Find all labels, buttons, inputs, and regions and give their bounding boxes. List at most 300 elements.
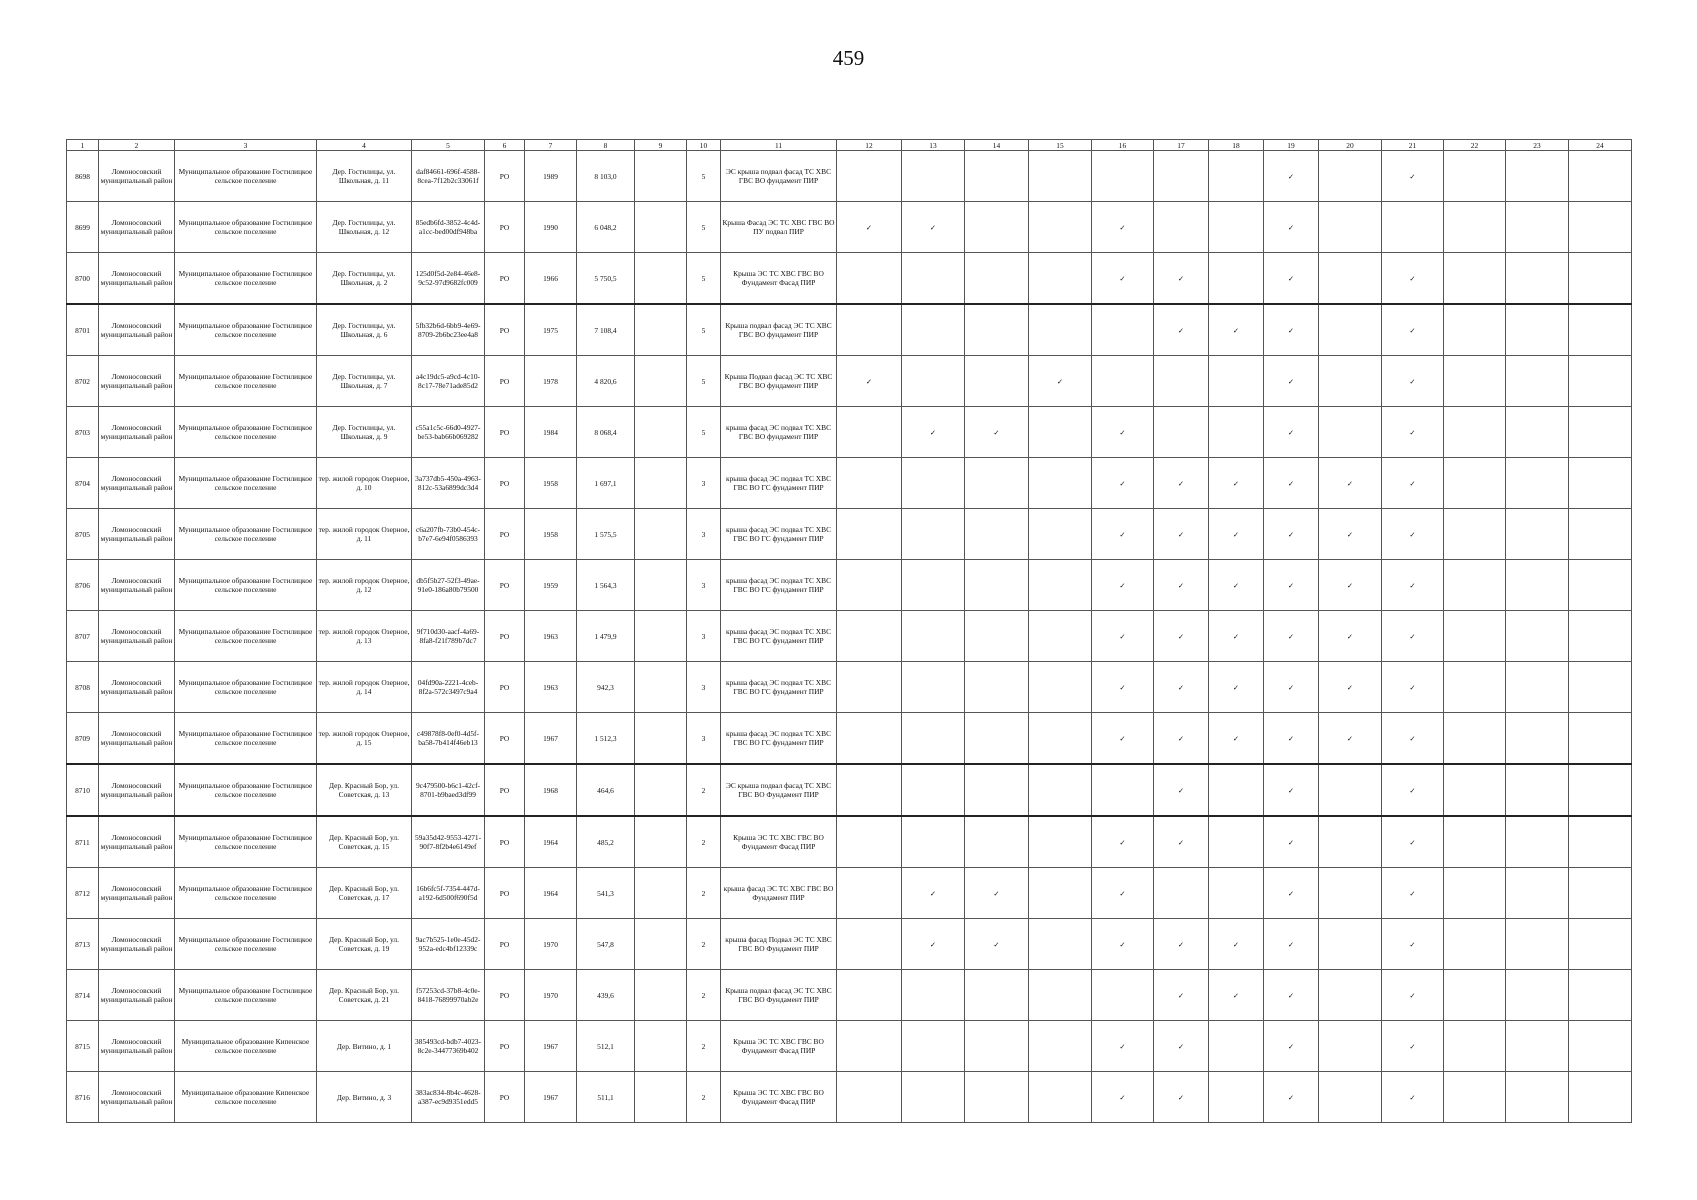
check-mark-icon: ✓ bbox=[1092, 458, 1154, 509]
municipality-cell: Муниципальное образование Гостилицкое сельское поселение bbox=[175, 764, 317, 816]
column-9-cell bbox=[635, 560, 687, 611]
check-mark-icon: ✓ bbox=[1382, 560, 1444, 611]
check-mark-icon: ✓ bbox=[1264, 304, 1319, 356]
check-mark-icon: ✓ bbox=[1092, 816, 1154, 868]
column-9-cell bbox=[635, 407, 687, 458]
column-number: 13 bbox=[902, 140, 965, 151]
empty-cell bbox=[1506, 713, 1569, 765]
check-mark-icon: ✓ bbox=[1092, 560, 1154, 611]
empty-cell bbox=[1506, 356, 1569, 407]
check-mark-icon: ✓ bbox=[837, 202, 902, 253]
floors-cell: 2 bbox=[687, 816, 721, 868]
municipality-cell: Муниципальное образование Кипенское сельское поселение bbox=[175, 1021, 317, 1072]
address-cell: Дер. Витино, д. 1 bbox=[317, 1021, 412, 1072]
type-cell: РО bbox=[485, 713, 525, 765]
empty-cell bbox=[1506, 868, 1569, 919]
empty-cell bbox=[1444, 816, 1506, 868]
works-cell: крыша фасад ЭС ТС ХВС ГВС ВО Фундамент ПИР bbox=[721, 868, 837, 919]
guid-cell: c55a1c5c-66d0-4927-be53-bab66b069282 bbox=[412, 407, 485, 458]
type-cell: РО bbox=[485, 253, 525, 305]
row-number: 8707 bbox=[67, 611, 99, 662]
table-row bbox=[67, 713, 1632, 765]
year-cell: 1967 bbox=[525, 1072, 577, 1123]
empty-cell bbox=[1319, 151, 1382, 202]
guid-cell: 04fd90a-2221-4ceb-8f2a-572c3497c9a4 bbox=[412, 662, 485, 713]
column-number: 16 bbox=[1092, 140, 1154, 151]
empty-cell bbox=[902, 970, 965, 1021]
floors-cell: 3 bbox=[687, 458, 721, 509]
check-mark-icon: ✓ bbox=[1092, 662, 1154, 713]
check-mark-icon: ✓ bbox=[1092, 202, 1154, 253]
column-number: 12 bbox=[837, 140, 902, 151]
guid-cell: f57253cd-37b8-4c0e-8418-76899970ab2e bbox=[412, 970, 485, 1021]
municipality-cell: Муниципальное образование Кипенское сельское поселение bbox=[175, 1072, 317, 1123]
row-number: 8716 bbox=[67, 1072, 99, 1123]
year-cell: 1963 bbox=[525, 611, 577, 662]
floors-cell: 2 bbox=[687, 1021, 721, 1072]
check-mark-icon: ✓ bbox=[1092, 253, 1154, 305]
empty-cell bbox=[1569, 662, 1632, 713]
empty-cell bbox=[1319, 1072, 1382, 1123]
district-cell: Ломоносовский муниципальный район bbox=[99, 151, 175, 202]
column-9-cell bbox=[635, 1021, 687, 1072]
empty-cell bbox=[1029, 458, 1092, 509]
municipality-cell: Муниципальное образование Гостилицкое сельское поселение bbox=[175, 202, 317, 253]
year-cell: 1975 bbox=[525, 304, 577, 356]
table-row bbox=[67, 407, 1632, 458]
check-mark-icon: ✓ bbox=[1382, 304, 1444, 356]
column-9-cell bbox=[635, 356, 687, 407]
empty-cell bbox=[1092, 764, 1154, 816]
empty-cell bbox=[837, 1021, 902, 1072]
empty-cell bbox=[837, 970, 902, 1021]
column-number: 9 bbox=[635, 140, 687, 151]
empty-cell bbox=[1506, 304, 1569, 356]
empty-cell bbox=[837, 407, 902, 458]
empty-cell bbox=[837, 304, 902, 356]
table-row bbox=[67, 611, 1632, 662]
municipality-cell: Муниципальное образование Гостилицкое сельское поселение bbox=[175, 662, 317, 713]
type-cell: РО bbox=[485, 868, 525, 919]
works-cell: ЭС крыша подвал фасад ТС ХВС ГВС ВО Фундамент ПИР bbox=[721, 764, 837, 816]
check-mark-icon: ✓ bbox=[902, 407, 965, 458]
data-table bbox=[66, 139, 1632, 1123]
row-number: 8701 bbox=[67, 304, 99, 356]
check-mark-icon: ✓ bbox=[1154, 919, 1209, 970]
check-mark-icon: ✓ bbox=[1382, 253, 1444, 305]
type-cell: РО bbox=[485, 407, 525, 458]
municipality-cell: Муниципальное образование Гостилицкое сельское поселение bbox=[175, 151, 317, 202]
type-cell: РО bbox=[485, 356, 525, 407]
empty-cell bbox=[1506, 253, 1569, 305]
guid-cell: c49878f8-0ef0-4d5f-ba58-7b414f46eb13 bbox=[412, 713, 485, 765]
year-cell: 1968 bbox=[525, 764, 577, 816]
column-9-cell bbox=[635, 919, 687, 970]
empty-cell bbox=[1209, 202, 1264, 253]
empty-cell bbox=[1209, 816, 1264, 868]
row-number: 8706 bbox=[67, 560, 99, 611]
row-number: 8714 bbox=[67, 970, 99, 1021]
area-cell: 439,6 bbox=[577, 970, 635, 1021]
floors-cell: 5 bbox=[687, 151, 721, 202]
row-number: 8715 bbox=[67, 1021, 99, 1072]
address-cell: тер. жилой городок Озерное, д. 15 bbox=[317, 713, 412, 765]
check-mark-icon: ✓ bbox=[1264, 1072, 1319, 1123]
column-number: 20 bbox=[1319, 140, 1382, 151]
district-cell: Ломоносовский муниципальный район bbox=[99, 970, 175, 1021]
type-cell: РО bbox=[485, 151, 525, 202]
empty-cell bbox=[1319, 407, 1382, 458]
empty-cell bbox=[965, 713, 1029, 765]
empty-cell bbox=[1506, 1072, 1569, 1123]
column-9-cell bbox=[635, 304, 687, 356]
municipality-cell: Муниципальное образование Гостилицкое сельское поселение bbox=[175, 304, 317, 356]
year-cell: 1958 bbox=[525, 458, 577, 509]
empty-cell bbox=[1092, 304, 1154, 356]
floors-cell: 3 bbox=[687, 560, 721, 611]
empty-cell bbox=[1029, 1021, 1092, 1072]
works-cell: Крыша ЭС ТС ХВС ГВС ВО Фундамент Фасад ПИР bbox=[721, 1072, 837, 1123]
area-cell: 511,1 bbox=[577, 1072, 635, 1123]
empty-cell bbox=[837, 1072, 902, 1123]
works-cell: крыша фасад ЭС подвал ТС ХВС ГВС ВО ГС фундамент ПИР bbox=[721, 509, 837, 560]
empty-cell bbox=[1569, 970, 1632, 1021]
row-number: 8713 bbox=[67, 919, 99, 970]
column-9-cell bbox=[635, 458, 687, 509]
guid-cell: 85edb6fd-3852-4c4d-a1cc-bed00df948ba bbox=[412, 202, 485, 253]
check-mark-icon: ✓ bbox=[1209, 509, 1264, 560]
empty-cell bbox=[902, 304, 965, 356]
district-cell: Ломоносовский муниципальный район bbox=[99, 458, 175, 509]
empty-cell bbox=[1029, 509, 1092, 560]
address-cell: Дер. Гостилицы, ул. Школьная, д. 11 bbox=[317, 151, 412, 202]
area-cell: 6 048,2 bbox=[577, 202, 635, 253]
empty-cell bbox=[1444, 662, 1506, 713]
table-row bbox=[67, 253, 1632, 305]
municipality-cell: Муниципальное образование Гостилицкое сельское поселение bbox=[175, 560, 317, 611]
empty-cell bbox=[1444, 713, 1506, 765]
table-row bbox=[67, 560, 1632, 611]
year-cell: 1970 bbox=[525, 970, 577, 1021]
year-cell: 1964 bbox=[525, 868, 577, 919]
empty-cell bbox=[1506, 611, 1569, 662]
table-row bbox=[67, 816, 1632, 868]
type-cell: РО bbox=[485, 919, 525, 970]
check-mark-icon: ✓ bbox=[1382, 713, 1444, 765]
guid-cell: 9ac7b525-1e0e-45d2-952a-edc4bf12339c bbox=[412, 919, 485, 970]
empty-cell bbox=[1092, 356, 1154, 407]
row-number: 8709 bbox=[67, 713, 99, 765]
empty-cell bbox=[1506, 407, 1569, 458]
check-mark-icon: ✓ bbox=[1154, 662, 1209, 713]
empty-cell bbox=[1569, 1021, 1632, 1072]
empty-cell bbox=[1569, 202, 1632, 253]
empty-cell bbox=[1569, 304, 1632, 356]
check-mark-icon: ✓ bbox=[1154, 970, 1209, 1021]
district-cell: Ломоносовский муниципальный район bbox=[99, 868, 175, 919]
empty-cell bbox=[837, 868, 902, 919]
empty-cell bbox=[837, 713, 902, 765]
empty-cell bbox=[1569, 919, 1632, 970]
check-mark-icon: ✓ bbox=[1209, 713, 1264, 765]
empty-cell bbox=[837, 662, 902, 713]
check-mark-icon: ✓ bbox=[1264, 868, 1319, 919]
empty-cell bbox=[1029, 713, 1092, 765]
column-number: 23 bbox=[1506, 140, 1569, 151]
row-number: 8703 bbox=[67, 407, 99, 458]
check-mark-icon: ✓ bbox=[965, 868, 1029, 919]
guid-cell: daf84661-696f-4588-8cea-7f12b2c33061f bbox=[412, 151, 485, 202]
empty-cell bbox=[1444, 458, 1506, 509]
year-cell: 1967 bbox=[525, 1021, 577, 1072]
floors-cell: 3 bbox=[687, 509, 721, 560]
works-cell: Крыша ЭС ТС ХВС ГВС ВО Фундамент Фасад ПИР bbox=[721, 253, 837, 305]
empty-cell bbox=[1569, 816, 1632, 868]
check-mark-icon: ✓ bbox=[1092, 868, 1154, 919]
empty-cell bbox=[1506, 509, 1569, 560]
empty-cell bbox=[1154, 868, 1209, 919]
check-mark-icon: ✓ bbox=[1154, 1021, 1209, 1072]
type-cell: РО bbox=[485, 816, 525, 868]
address-cell: Дер. Красный Бор, ул. Советская, д. 17 bbox=[317, 868, 412, 919]
empty-cell bbox=[1569, 509, 1632, 560]
table-row bbox=[67, 202, 1632, 253]
table-row bbox=[67, 458, 1632, 509]
area-cell: 541,3 bbox=[577, 868, 635, 919]
empty-cell bbox=[1029, 611, 1092, 662]
district-cell: Ломоносовский муниципальный район bbox=[99, 202, 175, 253]
empty-cell bbox=[965, 304, 1029, 356]
check-mark-icon: ✓ bbox=[1209, 662, 1264, 713]
district-cell: Ломоносовский муниципальный район bbox=[99, 509, 175, 560]
column-9-cell bbox=[635, 202, 687, 253]
check-mark-icon: ✓ bbox=[1264, 919, 1319, 970]
column-9-cell bbox=[635, 151, 687, 202]
empty-cell bbox=[1444, 868, 1506, 919]
municipality-cell: Муниципальное образование Гостилицкое сельское поселение bbox=[175, 868, 317, 919]
empty-cell bbox=[1569, 713, 1632, 765]
type-cell: РО bbox=[485, 1072, 525, 1123]
works-cell: ЭС крыша подвал фасад ТС ХВС ГВС ВО фундамент ПИР bbox=[721, 151, 837, 202]
empty-cell bbox=[1569, 560, 1632, 611]
check-mark-icon: ✓ bbox=[965, 407, 1029, 458]
table-row bbox=[67, 509, 1632, 560]
year-cell: 1978 bbox=[525, 356, 577, 407]
guid-cell: db5f5b27-52f3-49ae-91e0-186a80b79500 bbox=[412, 560, 485, 611]
check-mark-icon: ✓ bbox=[1154, 713, 1209, 765]
empty-cell bbox=[1506, 662, 1569, 713]
floors-cell: 5 bbox=[687, 304, 721, 356]
district-cell: Ломоносовский муниципальный район bbox=[99, 1072, 175, 1123]
address-cell: Дер. Гостилицы, ул. Школьная, д. 9 bbox=[317, 407, 412, 458]
empty-cell bbox=[965, 764, 1029, 816]
check-mark-icon: ✓ bbox=[1264, 764, 1319, 816]
municipality-cell: Муниципальное образование Гостилицкое сельское поселение bbox=[175, 816, 317, 868]
municipality-cell: Муниципальное образование Гостилицкое сельское поселение bbox=[175, 356, 317, 407]
guid-cell: 125d0f5d-2e84-46e8-9c52-97d9682fc009 bbox=[412, 253, 485, 305]
empty-cell bbox=[1444, 1072, 1506, 1123]
empty-cell bbox=[1319, 253, 1382, 305]
column-number: 4 bbox=[317, 140, 412, 151]
empty-cell bbox=[1209, 868, 1264, 919]
check-mark-icon: ✓ bbox=[1382, 1072, 1444, 1123]
check-mark-icon: ✓ bbox=[1092, 407, 1154, 458]
guid-cell: 59a35d42-9553-4271-90f7-8f2b4e6149ef bbox=[412, 816, 485, 868]
empty-cell bbox=[1029, 764, 1092, 816]
empty-cell bbox=[1319, 304, 1382, 356]
empty-cell bbox=[1154, 356, 1209, 407]
check-mark-icon: ✓ bbox=[902, 868, 965, 919]
guid-cell: a4c19dc5-a9cd-4c10-8c17-78e71ade85d2 bbox=[412, 356, 485, 407]
empty-cell bbox=[965, 151, 1029, 202]
type-cell: РО bbox=[485, 560, 525, 611]
column-number: 8 bbox=[577, 140, 635, 151]
municipality-cell: Муниципальное образование Гостилицкое сельское поселение bbox=[175, 253, 317, 305]
guid-cell: 16b6fc5f-7354-447d-a192-6d500f690f5d bbox=[412, 868, 485, 919]
empty-cell bbox=[1444, 764, 1506, 816]
column-number: 1 bbox=[67, 140, 99, 151]
column-9-cell bbox=[635, 764, 687, 816]
empty-cell bbox=[1569, 253, 1632, 305]
works-cell: Крыша подвал фасад ЭС ТС ХВС ГВС ВО Фундамент ПИР bbox=[721, 970, 837, 1021]
floors-cell: 5 bbox=[687, 202, 721, 253]
empty-cell bbox=[902, 560, 965, 611]
empty-cell bbox=[1209, 764, 1264, 816]
check-mark-icon: ✓ bbox=[837, 356, 902, 407]
table-row bbox=[67, 356, 1632, 407]
empty-cell bbox=[1319, 816, 1382, 868]
column-number: 18 bbox=[1209, 140, 1264, 151]
address-cell: тер. жилой городок Озерное, д. 13 bbox=[317, 611, 412, 662]
floors-cell: 3 bbox=[687, 662, 721, 713]
check-mark-icon: ✓ bbox=[1319, 560, 1382, 611]
floors-cell: 5 bbox=[687, 253, 721, 305]
check-mark-icon: ✓ bbox=[1382, 509, 1444, 560]
works-cell: крыша фасад ЭС подвал ТС ХВС ГВС ВО ГС фундамент ПИР bbox=[721, 662, 837, 713]
district-cell: Ломоносовский муниципальный район bbox=[99, 611, 175, 662]
empty-cell bbox=[965, 458, 1029, 509]
guid-cell: 9f710d30-aacf-4a69-8fa8-f21f789b7dc7 bbox=[412, 611, 485, 662]
empty-cell bbox=[902, 764, 965, 816]
table-row bbox=[67, 304, 1632, 356]
district-cell: Ломоносовский муниципальный район bbox=[99, 713, 175, 765]
check-mark-icon: ✓ bbox=[1264, 253, 1319, 305]
empty-cell bbox=[1506, 560, 1569, 611]
empty-cell bbox=[1209, 407, 1264, 458]
empty-cell bbox=[965, 560, 1029, 611]
column-9-cell bbox=[635, 611, 687, 662]
area-cell: 942,3 bbox=[577, 662, 635, 713]
column-number: 19 bbox=[1264, 140, 1319, 151]
address-cell: Дер. Красный Бор, ул. Советская, д. 19 bbox=[317, 919, 412, 970]
empty-cell bbox=[1029, 407, 1092, 458]
works-cell: крыша фасад ЭС подвал ТС ХВС ГВС ВО ГС фундамент ПИР bbox=[721, 560, 837, 611]
empty-cell bbox=[965, 1021, 1029, 1072]
table-row bbox=[67, 1072, 1632, 1123]
year-cell: 1990 bbox=[525, 202, 577, 253]
type-cell: РО bbox=[485, 970, 525, 1021]
check-mark-icon: ✓ bbox=[1319, 611, 1382, 662]
empty-cell bbox=[1444, 1021, 1506, 1072]
table-row bbox=[67, 151, 1632, 202]
column-number: 21 bbox=[1382, 140, 1444, 151]
empty-cell bbox=[1444, 202, 1506, 253]
column-9-cell bbox=[635, 868, 687, 919]
type-cell: РО bbox=[485, 304, 525, 356]
empty-cell bbox=[1029, 151, 1092, 202]
empty-cell bbox=[1319, 356, 1382, 407]
check-mark-icon: ✓ bbox=[1382, 407, 1444, 458]
floors-cell: 2 bbox=[687, 764, 721, 816]
empty-cell bbox=[965, 662, 1029, 713]
municipality-cell: Муниципальное образование Гостилицкое сельское поселение bbox=[175, 407, 317, 458]
check-mark-icon: ✓ bbox=[1092, 509, 1154, 560]
empty-cell bbox=[902, 662, 965, 713]
district-cell: Ломоносовский муниципальный район bbox=[99, 1021, 175, 1072]
column-number: 7 bbox=[525, 140, 577, 151]
year-cell: 1970 bbox=[525, 919, 577, 970]
empty-cell bbox=[965, 253, 1029, 305]
check-mark-icon: ✓ bbox=[1319, 509, 1382, 560]
empty-cell bbox=[1319, 970, 1382, 1021]
row-number: 8702 bbox=[67, 356, 99, 407]
empty-cell bbox=[902, 1072, 965, 1123]
empty-cell bbox=[1569, 611, 1632, 662]
empty-cell bbox=[1319, 919, 1382, 970]
row-number: 8700 bbox=[67, 253, 99, 305]
empty-cell bbox=[902, 356, 965, 407]
address-cell: Дер. Красный Бор, ул. Советская, д. 15 bbox=[317, 816, 412, 868]
row-number: 8704 bbox=[67, 458, 99, 509]
works-cell: Крыша Фасад ЭС ТС ХВС ГВС ВО ПУ подвал ПИР bbox=[721, 202, 837, 253]
empty-cell bbox=[902, 151, 965, 202]
type-cell: РО bbox=[485, 202, 525, 253]
works-cell: крыша фасад Подвал ЭС ТС ХВС ГВС ВО Фундамент ПИР bbox=[721, 919, 837, 970]
empty-cell bbox=[1444, 304, 1506, 356]
check-mark-icon: ✓ bbox=[1319, 662, 1382, 713]
empty-cell bbox=[837, 458, 902, 509]
column-number: 3 bbox=[175, 140, 317, 151]
area-cell: 1 564,3 bbox=[577, 560, 635, 611]
column-number: 6 bbox=[485, 140, 525, 151]
row-number: 8710 bbox=[67, 764, 99, 816]
district-cell: Ломоносовский муниципальный район bbox=[99, 662, 175, 713]
address-cell: Дер. Гостилицы, ул. Школьная, д. 7 bbox=[317, 356, 412, 407]
year-cell: 1989 bbox=[525, 151, 577, 202]
empty-cell bbox=[1444, 407, 1506, 458]
column-number: 15 bbox=[1029, 140, 1092, 151]
empty-cell bbox=[1569, 458, 1632, 509]
check-mark-icon: ✓ bbox=[1154, 458, 1209, 509]
area-cell: 8 068,4 bbox=[577, 407, 635, 458]
type-cell: РО bbox=[485, 458, 525, 509]
column-number: 17 bbox=[1154, 140, 1209, 151]
check-mark-icon: ✓ bbox=[1092, 919, 1154, 970]
column-9-cell bbox=[635, 713, 687, 765]
area-cell: 8 103,0 bbox=[577, 151, 635, 202]
floors-cell: 3 bbox=[687, 713, 721, 765]
empty-cell bbox=[837, 560, 902, 611]
empty-cell bbox=[1506, 919, 1569, 970]
check-mark-icon: ✓ bbox=[1264, 509, 1319, 560]
column-number: 10 bbox=[687, 140, 721, 151]
empty-cell bbox=[902, 611, 965, 662]
check-mark-icon: ✓ bbox=[1264, 151, 1319, 202]
guid-cell: 383ac834-8b4c-4628-a387-ec9d9351edd5 bbox=[412, 1072, 485, 1123]
empty-cell bbox=[1569, 407, 1632, 458]
row-number: 8698 bbox=[67, 151, 99, 202]
check-mark-icon: ✓ bbox=[965, 919, 1029, 970]
